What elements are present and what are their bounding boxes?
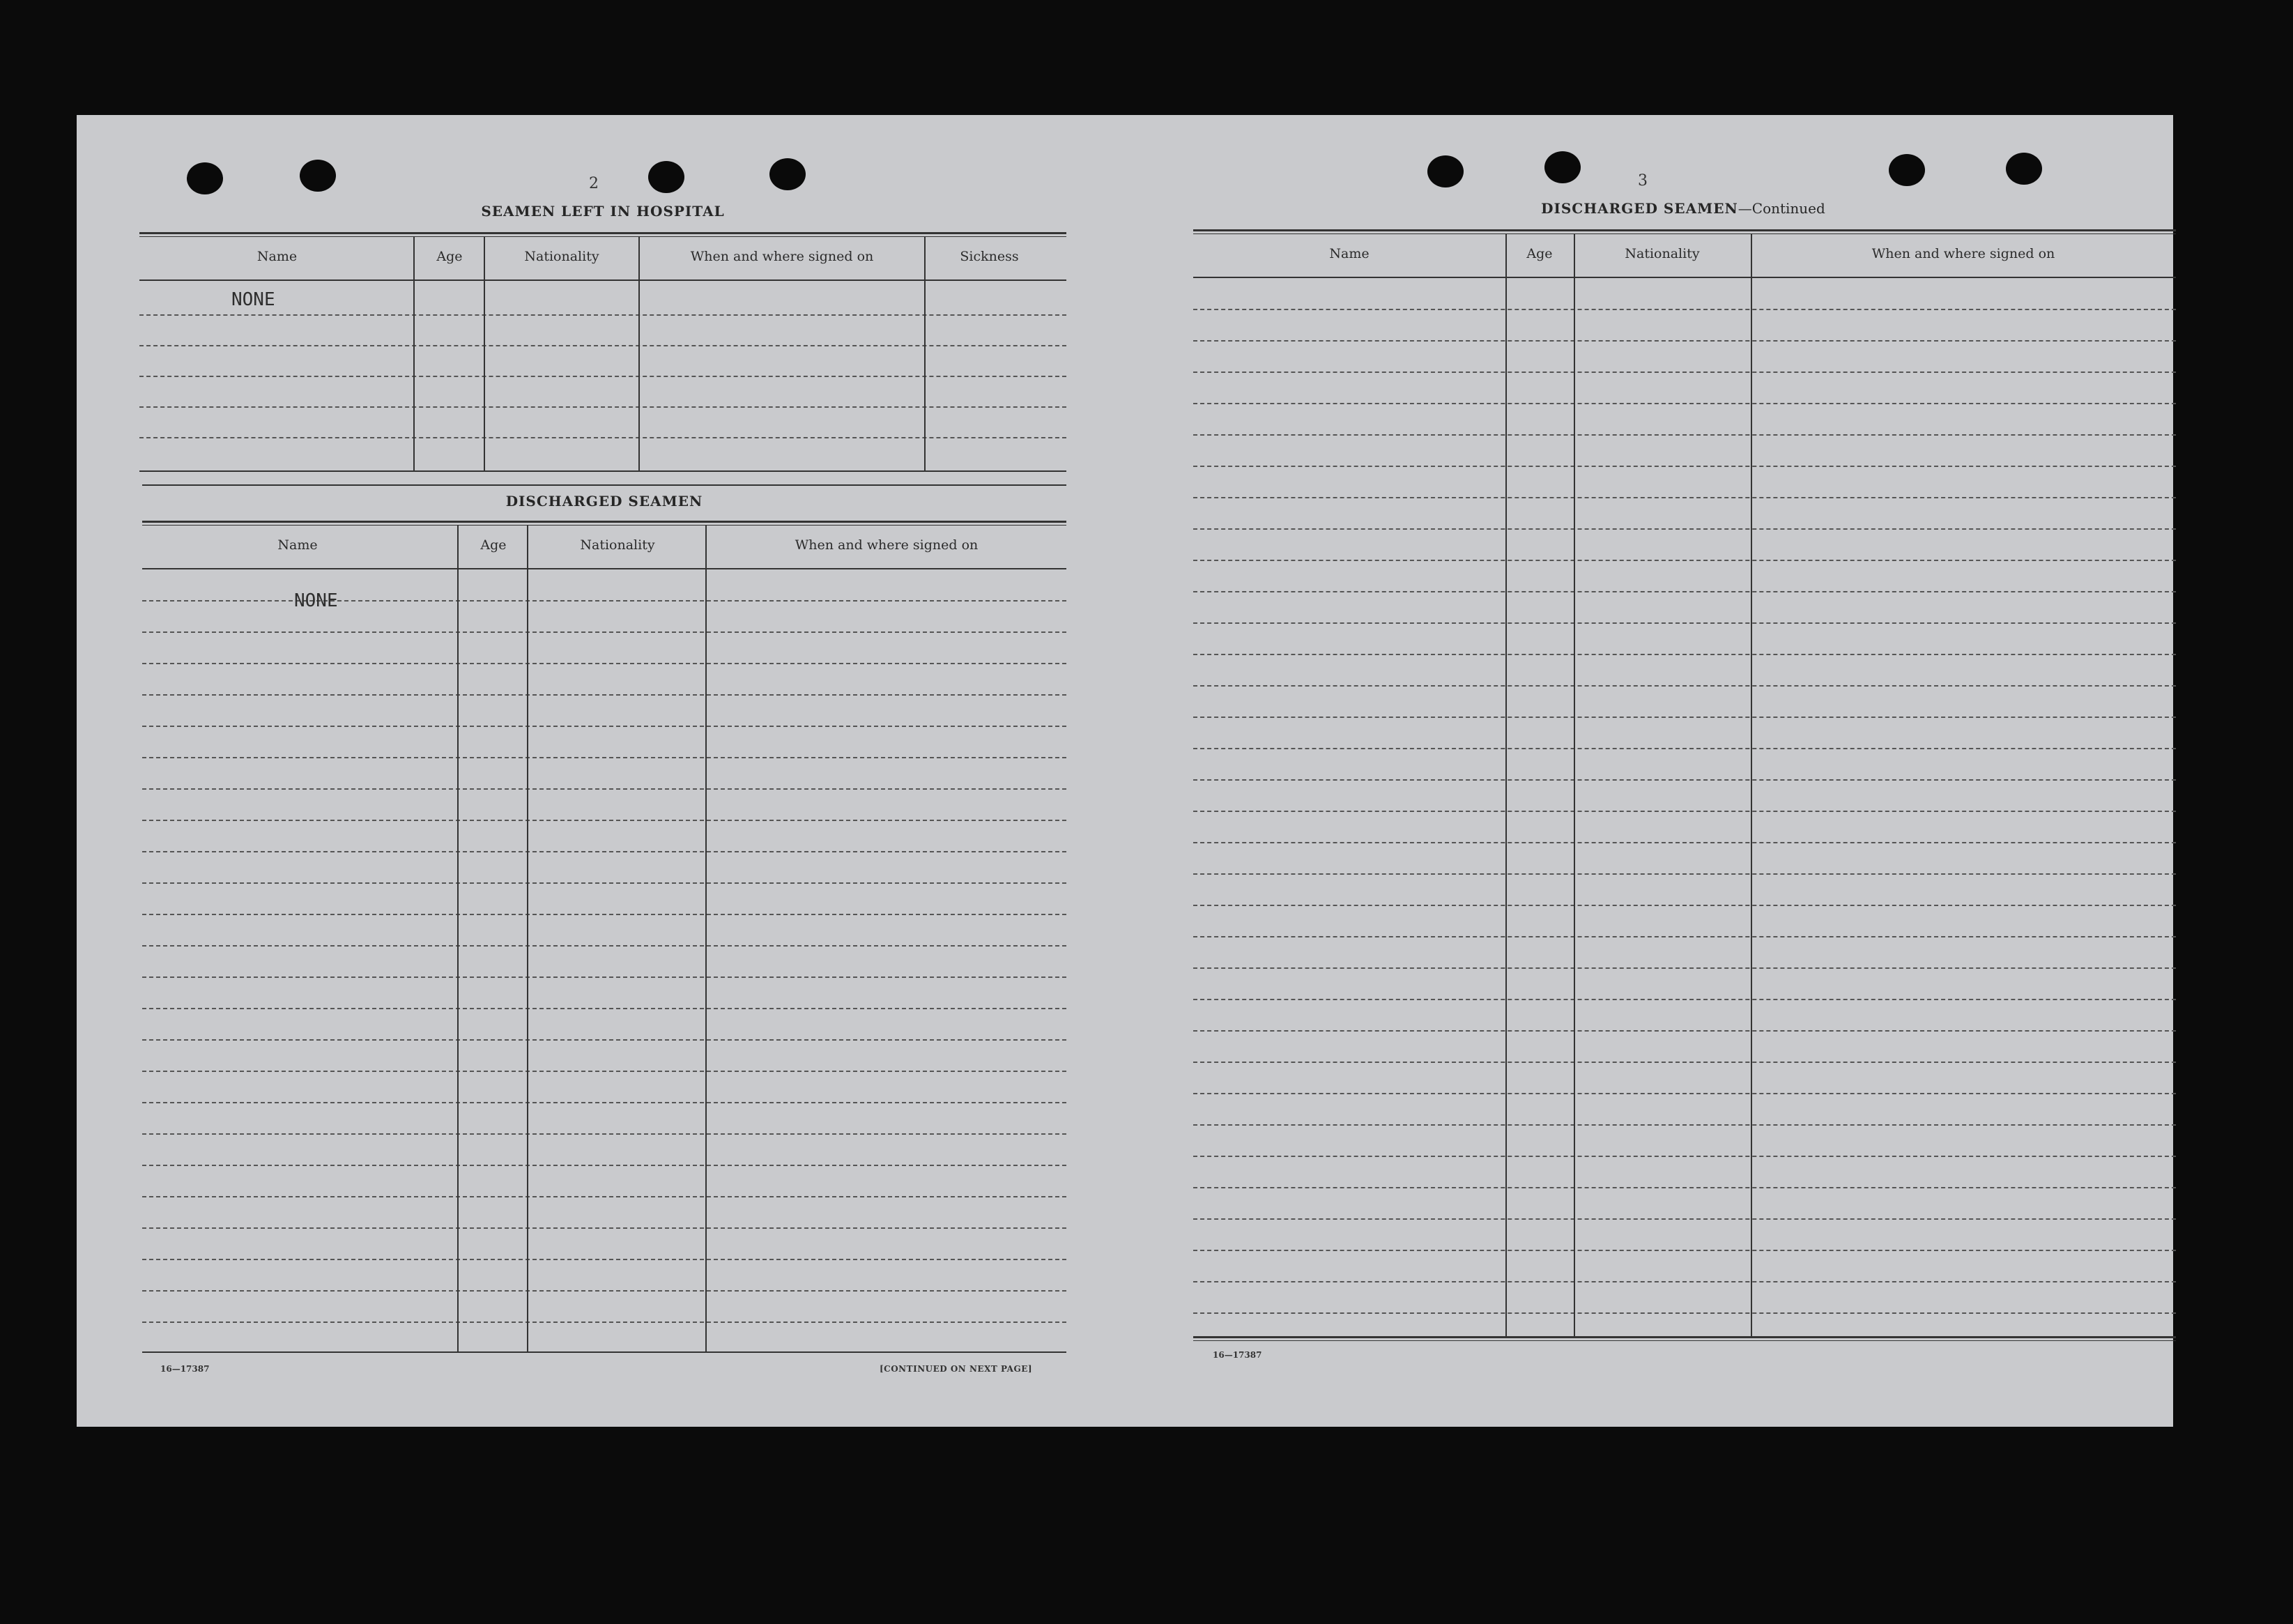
ruled-row-line bbox=[142, 1071, 1066, 1072]
discharged-pre-rule bbox=[142, 484, 1066, 486]
ruled-row-line bbox=[1193, 1124, 2176, 1126]
hospital-col-sickness: Sickness bbox=[960, 249, 1019, 264]
ruled-row-line bbox=[142, 726, 1066, 727]
ruled-row-line bbox=[1193, 936, 2176, 937]
discharged-col-divider bbox=[705, 525, 707, 1353]
right-col-name: Name bbox=[1329, 246, 1370, 261]
ruled-row-line bbox=[142, 1322, 1066, 1323]
ruled-row-line bbox=[1193, 340, 2176, 342]
ruled-row-line bbox=[142, 1227, 1066, 1229]
hospital-row-line bbox=[139, 437, 1066, 438]
form-number-right: 16—17387 bbox=[1213, 1350, 1262, 1360]
ruled-row-line bbox=[1193, 466, 2176, 467]
ruled-row-line bbox=[142, 1290, 1066, 1292]
right-col-divider bbox=[1505, 233, 1507, 1338]
ruled-row-line bbox=[1193, 403, 2176, 404]
ruled-row-line bbox=[1193, 1312, 2176, 1314]
ruled-row-line bbox=[1193, 309, 2176, 310]
hospital-none-entry: NONE bbox=[231, 289, 275, 310]
discharged-col-nationality: Nationality bbox=[580, 537, 655, 553]
ruled-row-line bbox=[1193, 685, 2176, 687]
hospital-row-line bbox=[139, 345, 1066, 346]
ruled-row-line bbox=[142, 1102, 1066, 1103]
discharged-section-title: DISCHARGED SEAMEN bbox=[505, 493, 703, 510]
ruled-row-line bbox=[142, 1259, 1066, 1260]
discharged-col-signed-on: When and where signed on bbox=[795, 537, 979, 553]
ruled-row-line bbox=[142, 600, 1066, 602]
ruled-row-line bbox=[1193, 1218, 2176, 1220]
ruled-row-line bbox=[1193, 1156, 2176, 1157]
ruled-row-line bbox=[1193, 779, 2176, 781]
ruled-row-line bbox=[1193, 371, 2176, 373]
form-number-left: 16—17387 bbox=[160, 1364, 210, 1374]
ruled-row-line bbox=[1193, 528, 2176, 530]
discharged-col-name: Name bbox=[277, 537, 318, 553]
discharged-col-divider bbox=[457, 525, 459, 1353]
ruled-row-line bbox=[142, 1133, 1066, 1135]
hospital-col-signed-on: When and where signed on bbox=[690, 249, 874, 264]
ruled-row-line bbox=[142, 882, 1066, 884]
punch-hole bbox=[300, 160, 336, 192]
hospital-col-age: Age bbox=[436, 249, 463, 264]
hospital-row-line bbox=[139, 314, 1066, 316]
right-top-rule bbox=[1193, 229, 2176, 234]
ruled-row-line bbox=[1193, 1030, 2176, 1032]
right-col-age: Age bbox=[1526, 246, 1553, 261]
discharged-top-rule bbox=[142, 521, 1066, 526]
punch-hole bbox=[2006, 153, 2042, 185]
ruled-row-line bbox=[1193, 717, 2176, 718]
ruled-row-line bbox=[142, 694, 1066, 696]
ruled-row-line bbox=[142, 663, 1066, 664]
ruled-row-line bbox=[1193, 1281, 2176, 1282]
ruled-row-line bbox=[142, 631, 1066, 633]
right-col-divider bbox=[1751, 233, 1752, 1338]
manifest-sheet bbox=[77, 115, 2173, 1427]
discharged-col-age: Age bbox=[480, 537, 507, 553]
ruled-row-line bbox=[1193, 748, 2176, 749]
ruled-row-line bbox=[142, 788, 1066, 790]
punch-hole bbox=[1889, 154, 1925, 186]
hospital-row-line bbox=[139, 406, 1066, 408]
discharged-continued-title bbox=[1192, 200, 2175, 217]
right-col-signed-on: When and where signed on bbox=[1871, 246, 2055, 261]
ruled-row-line bbox=[1193, 560, 2176, 561]
ruled-row-line bbox=[1193, 842, 2176, 843]
hospital-col-divider bbox=[484, 236, 485, 472]
page-number-right: 3 bbox=[1638, 172, 1648, 190]
ruled-row-line bbox=[142, 1039, 1066, 1041]
page-number-left: 2 bbox=[589, 175, 599, 192]
hospital-header-rule bbox=[139, 279, 1066, 281]
discharged-col-divider bbox=[527, 525, 528, 1353]
ruled-row-line bbox=[1193, 905, 2176, 906]
ruled-row-line bbox=[142, 945, 1066, 947]
hospital-row-line bbox=[139, 376, 1066, 377]
ruled-row-line bbox=[1193, 873, 2176, 875]
ruled-row-line bbox=[1193, 497, 2176, 498]
punch-hole bbox=[1544, 151, 1581, 183]
right-col-nationality: Nationality bbox=[1625, 246, 1700, 261]
ruled-row-line bbox=[1193, 434, 2176, 436]
hospital-bottom-rule bbox=[139, 470, 1066, 472]
ruled-row-line bbox=[1193, 1093, 2176, 1094]
ruled-row-line bbox=[142, 914, 1066, 915]
ruled-row-line bbox=[142, 820, 1066, 821]
discharged-continued-suffix: —Continued bbox=[1738, 200, 1825, 217]
discharged-header-rule bbox=[142, 568, 1066, 569]
right-col-divider bbox=[1574, 233, 1575, 1338]
hospital-col-divider bbox=[413, 236, 415, 472]
hospital-col-name: Name bbox=[256, 249, 298, 264]
hospital-col-divider bbox=[924, 236, 926, 472]
right-bottom-rule bbox=[1193, 1336, 2176, 1341]
ruled-row-line bbox=[1193, 1062, 2176, 1063]
ruled-row-line bbox=[1193, 999, 2176, 1000]
punch-hole bbox=[187, 162, 223, 194]
ruled-row-line bbox=[1193, 1187, 2176, 1188]
punch-hole bbox=[648, 161, 684, 193]
discharged-none-entry: NONE bbox=[294, 590, 338, 611]
continued-note: [CONTINUED ON NEXT PAGE] bbox=[880, 1364, 1033, 1374]
ruled-row-line bbox=[142, 851, 1066, 852]
punch-hole bbox=[769, 158, 806, 190]
hospital-col-nationality: Nationality bbox=[524, 249, 599, 264]
ruled-row-line bbox=[142, 757, 1066, 758]
right-header-rule bbox=[1193, 277, 2176, 278]
ruled-row-line bbox=[1193, 622, 2176, 624]
discharged-bottom-rule bbox=[142, 1351, 1066, 1353]
hospital-top-rule bbox=[139, 232, 1066, 237]
ruled-row-line bbox=[1193, 591, 2176, 592]
hospital-col-divider bbox=[638, 236, 640, 472]
ruled-row-line bbox=[1193, 811, 2176, 812]
ruled-row-line bbox=[1193, 1250, 2176, 1251]
ruled-row-line bbox=[1193, 654, 2176, 655]
ruled-row-line bbox=[142, 1008, 1066, 1009]
punch-hole bbox=[1427, 155, 1464, 187]
ruled-row-line bbox=[142, 1165, 1066, 1166]
ruled-row-line bbox=[142, 1196, 1066, 1197]
ruled-row-line bbox=[1193, 967, 2176, 969]
hospital-section-title: SEAMEN LEFT IN HOSPITAL bbox=[481, 203, 725, 220]
discharged-continued-title-main: DISCHARGED SEAMEN bbox=[1541, 200, 1738, 217]
ruled-row-line bbox=[142, 976, 1066, 978]
